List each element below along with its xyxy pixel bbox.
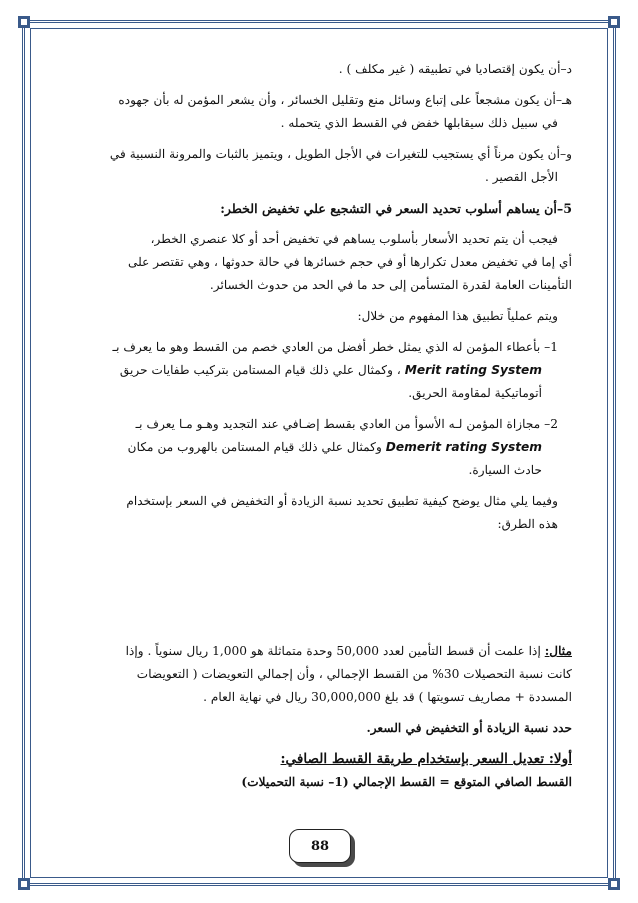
section-5-heading: 5–أن يساهم أسلوب تحديد السعر في التشجيع علي تخفيض الخطر: — [220, 201, 572, 216]
item2-line1: 2– مجازاة المؤمن لـه الأسوأ من العادي بقسط إضـافي عند التجديد وهـو مـا يعرف بـ — [135, 417, 558, 431]
condition-w-line2: الأجل القصير . — [485, 170, 558, 184]
document-body — [60, 58, 572, 794]
example-line2: كانت نسبة التحصيلات 30% من القسط الإجمالي ، وأن إجمالي التعويضات ( التعويضات — [136, 667, 572, 681]
item2-line2 — [60, 436, 572, 459]
first-method-heading: أولا: تعديل السعر بإستخدام طريقة القسط الصافي: — [280, 751, 572, 767]
example-line1 — [60, 640, 572, 663]
item1-line2-text: ، وكمثال علي ذلك قيام المستامن بتركيب طفايات حريق — [119, 363, 401, 377]
para1-line3: التأمينات العامة لقدرة المتسأمن إلى حد ما في الحد من حدوث الخسائر. — [209, 278, 572, 292]
example-line3: المسددة + مصاريف تسويتها ) قد بلغ 30,000,000 ريال في نهاية العام . — [203, 690, 572, 704]
corner-ornament-top-right — [608, 16, 620, 28]
condition-h-line1: هـ–أن يكون مشجعاً على إتباع وسائل منع وتقليل الخسائر ، وأن يشعر المؤمن له بأن جهوده — [118, 93, 572, 107]
item1-line1: 1– بأعطاء المؤمن له الذي يمثل خطر أفضل من العادي خصم من القسط وهو ما يعرف بـ — [112, 340, 558, 354]
example-line1-text: إذا علمت أن قسط التأمين لعدد 50,000 وحدة متماثلة هو 1,000 ريال سنوياً . وإذا — [125, 644, 541, 658]
condition-d: د–أن يكون إقتصاديا في تطبيقه ( غير مكلف ) . — [338, 62, 572, 76]
corner-ornament-top-left — [18, 16, 30, 28]
para1-line1: فيجب أن يتم تحديد الأسعار بأسلوب يساهم في تخفيض أحد أو كلا عنصري الخطر، — [150, 232, 558, 246]
item1-line3: أتوماتيكية لمقاومة الحريق. — [408, 386, 542, 400]
para2: ويتم عملياً تطبيق هذا المفهوم من خلال: — [357, 309, 558, 323]
condition-w-line1: و–أن يكون مرناً أي يستجيب للتغيرات في الأجل الطويل ، ويتميز بالثبات والمرونة النسبية في — [109, 147, 572, 161]
item2-line2-text: وكمثال علي ذلك قيام المستامن بالهروب من مكان — [127, 440, 382, 454]
para3-line2: هذه الطرق: — [497, 517, 558, 531]
page-number: 88 — [289, 829, 351, 863]
net-premium-formula: القسط الصافي المتوقع = القسط الإجمالي (1– نسبة التحميلات) — [241, 775, 572, 789]
corner-ornament-bottom-right — [608, 878, 620, 890]
merit-rating-term: Merit rating System — [404, 363, 542, 377]
item2-line3: حادث السيارة. — [468, 463, 542, 477]
corner-ornament-bottom-left — [18, 878, 30, 890]
para1-line2: أي إما في تخفيض معدل تكرارها أو في حجم خسائرها في حالة حدوثها ، وهي تقتصر على — [127, 255, 572, 269]
task-statement: حدد نسبة الزيادة أو التخفيض في السعر. — [366, 721, 572, 735]
demerit-rating-term: Demerit rating System — [385, 440, 542, 454]
condition-h-line2: في سبيل ذلك سيقابلها خفض في القسط الذي يتحمله . — [280, 116, 558, 130]
example-label: مثال: — [544, 644, 572, 658]
item1-line2 — [60, 359, 572, 382]
para3-line1: وفيما يلي مثال يوضح كيفية تطبيق تحديد نسبة الزيادة أو التخفيض في السعر بإستخدام — [126, 494, 558, 508]
